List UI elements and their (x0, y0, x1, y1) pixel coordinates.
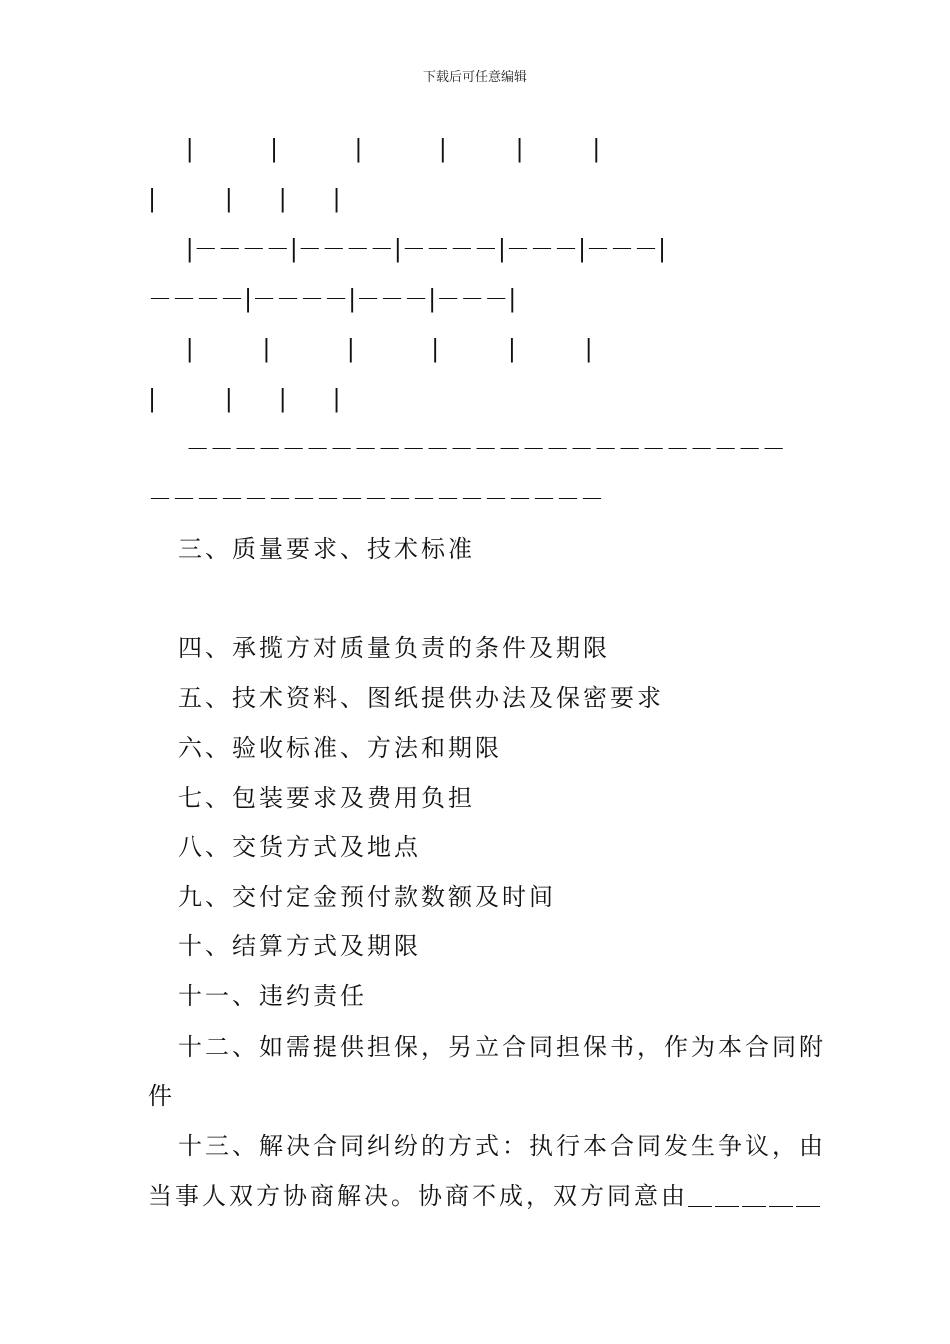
table-bottom-line: －－－－－－－－－－－－－－－－－－－－－－－－－ (178, 435, 786, 463)
section-heading: 八、交货方式及地点 (178, 833, 421, 861)
table-row-line: | | | | (148, 185, 341, 213)
table-row-line: | | | | | | (178, 335, 593, 363)
section-heading: 九、交付定金预付款数额及时间 (178, 883, 556, 911)
table-bottom-line: －－－－－－－－－－－－－－－－－－－ (148, 485, 604, 513)
table-divider-line: |－－－－|－－－－|－－－－|－－－|－－－| (178, 235, 667, 263)
section-paragraph-continued: 当事人双方协商解决。协商不成，双方同意由＿＿＿＿＿ (148, 1182, 823, 1210)
section-paragraph-continued: 件 (148, 1082, 175, 1110)
section-heading: 七、包装要求及费用负担 (178, 784, 475, 812)
section-heading: 三、质量要求、技术标准 (178, 535, 475, 563)
section-heading: 四、承揽方对质量负责的条件及期限 (178, 634, 610, 662)
table-divider-line: －－－－|－－－－|－－－|－－－| (148, 285, 517, 313)
section-heading: 十、结算方式及期限 (178, 932, 421, 960)
section-heading: 五、技术资料、图纸提供办法及保密要求 (178, 684, 664, 712)
section-heading: 十一、违约责任 (178, 982, 367, 1010)
table-row-line: | | | | (148, 385, 341, 413)
table-row-line: | | | | | | (178, 135, 601, 163)
section-heading: 六、验收标准、方法和期限 (178, 734, 502, 762)
page-header-note: 下载后可任意编辑 (422, 70, 527, 85)
section-paragraph: 十三、解决合同纠纷的方式：执行本合同发生争议，由 (178, 1132, 826, 1160)
section-paragraph: 十二、如需提供担保，另立合同担保书，作为本合同附 (178, 1033, 826, 1061)
